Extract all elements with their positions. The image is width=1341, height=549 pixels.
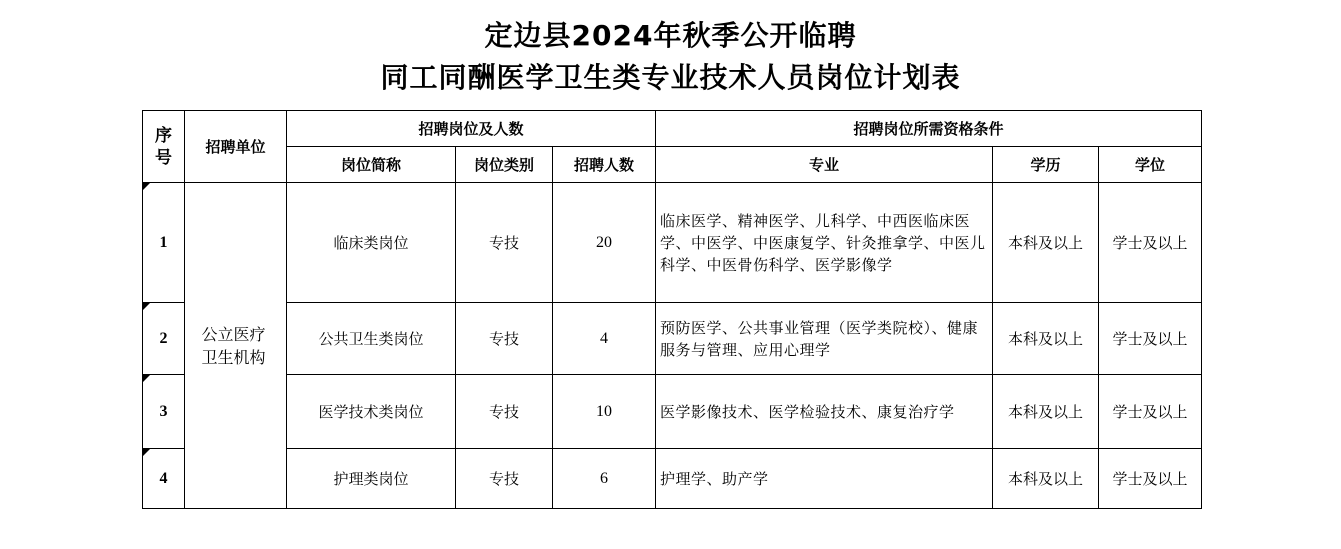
header-seq: 序号 (143, 111, 185, 183)
header-education: 学历 (993, 147, 1099, 183)
row-headcount: 20 (553, 183, 656, 303)
header-unit: 招聘单位 (185, 111, 287, 183)
table-row (143, 449, 1202, 509)
header-row-2 (143, 147, 1202, 183)
row-degree: 学士及以上 (1099, 375, 1202, 449)
row-headcount: 6 (553, 449, 656, 509)
row-headcount: 10 (553, 375, 656, 449)
row-position-name: 公共卫生类岗位 (287, 303, 456, 375)
row-seq: 2 (143, 303, 185, 375)
row-position-type: 专技 (456, 375, 553, 449)
row-position-type: 专技 (456, 303, 553, 375)
row-position-type: 专技 (456, 183, 553, 303)
row-major: 预防医学、公共事业管理（医学类院校）、健康服务与管理、应用心理学 (656, 303, 993, 375)
row-education: 本科及以上 (993, 449, 1099, 509)
table-row (143, 183, 1202, 303)
row-position-name: 医学技术类岗位 (287, 375, 456, 449)
row-degree: 学士及以上 (1099, 449, 1202, 509)
row-position-type: 专技 (456, 449, 553, 509)
row-seq: 4 (143, 449, 185, 509)
header-degree: 学位 (1099, 147, 1202, 183)
row-education: 本科及以上 (993, 183, 1099, 303)
table-row (143, 303, 1202, 375)
header-positions-group: 招聘岗位及人数 (287, 111, 656, 147)
row-major: 临床医学、精神医学、儿科学、中西医临床医学、中医学、中医康复学、针灸推拿学、中医儿科学、中医骨伤科学、医学影像学 (656, 183, 993, 303)
header-row-1 (143, 111, 1202, 147)
document-title-line2: 同工同酬医学卫生类专业技术人员岗位计划表 (380, 61, 961, 94)
table-row (143, 375, 1202, 449)
unit-name: 公立医疗卫生机构 (201, 324, 266, 367)
row-major: 护理学、助产学 (656, 449, 993, 509)
row-seq: 1 (143, 183, 185, 303)
unit-cell (185, 183, 287, 509)
row-major: 医学影像技术、医学检验技术、康复治疗学 (656, 375, 993, 449)
row-headcount: 4 (553, 303, 656, 375)
header-position-type: 岗位类别 (456, 147, 553, 183)
row-position-name: 临床类岗位 (287, 183, 456, 303)
header-qualifications-group: 招聘岗位所需资格条件 (656, 111, 1202, 147)
row-degree: 学士及以上 (1099, 183, 1202, 303)
row-seq: 3 (143, 375, 185, 449)
header-headcount: 招聘人数 (553, 147, 656, 183)
header-major: 专业 (656, 147, 993, 183)
document-title-line1: 定边县2024年秋季公开临聘 (484, 19, 857, 52)
header-position-name: 岗位简称 (287, 147, 456, 183)
row-education: 本科及以上 (993, 303, 1099, 375)
row-education: 本科及以上 (993, 375, 1099, 449)
position-plan-table (142, 110, 1202, 509)
row-position-name: 护理类岗位 (287, 449, 456, 509)
row-degree: 学士及以上 (1099, 303, 1202, 375)
